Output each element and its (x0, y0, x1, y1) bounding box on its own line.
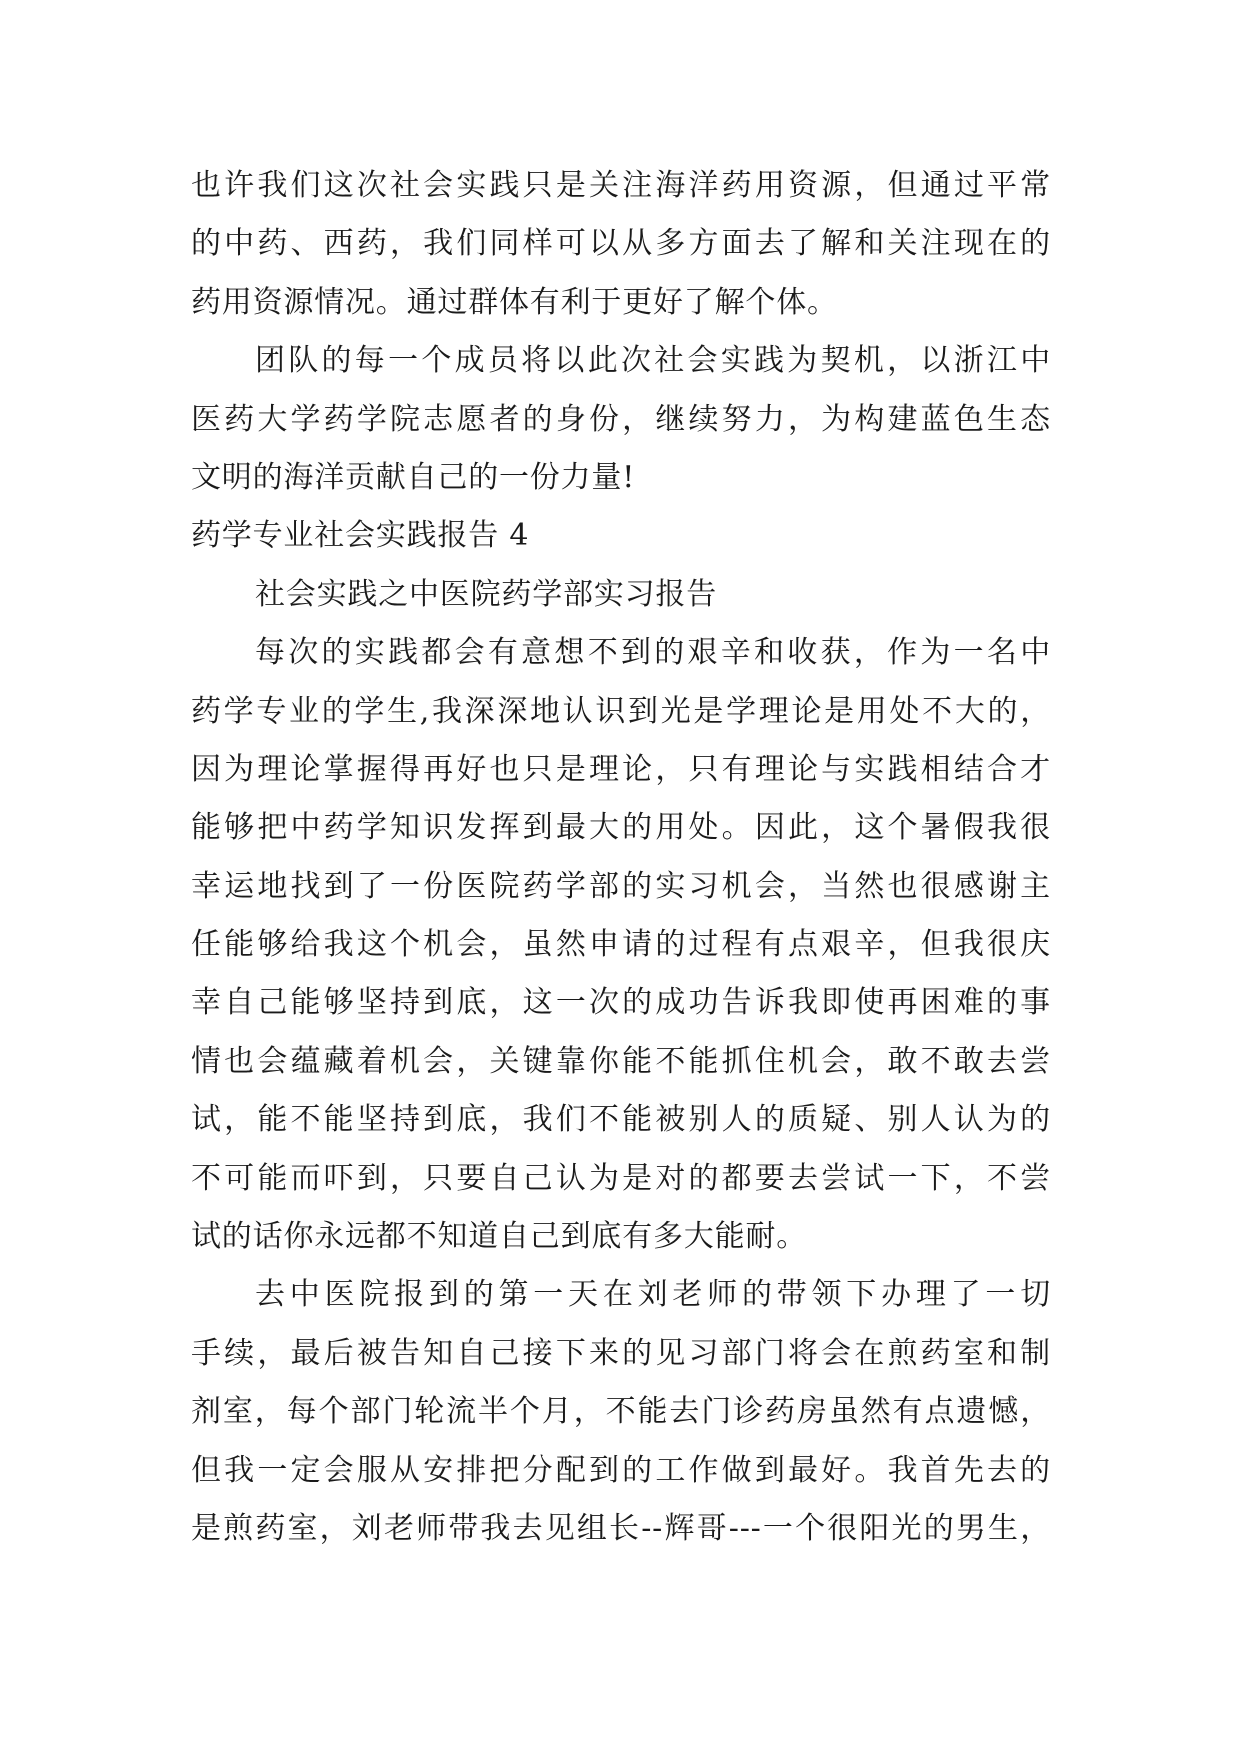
text-line: 团队的每一个成员将以此次社会实践为契机，以浙江中 (255, 343, 1051, 379)
text-line: 任能够给我这个机会，虽然申请的过程有点艰辛，但我很庆 (191, 927, 1051, 963)
text-line: 但我一定会服从安排把分配到的工作做到最好。我首先去的 (191, 1452, 1051, 1488)
text-line: 医药大学药学院志愿者的身份，继续努力，为构建蓝色生态 (191, 401, 1051, 437)
text-line: 因为理论掌握得再好也只是理论，只有理论与实践相结合才 (191, 751, 1051, 787)
text-line: 的中药、西药，我们同样可以从多方面去了解和关注现在的 (191, 226, 1051, 262)
text-line: 幸运地找到了一份医院药学部的实习机会，当然也很感谢主 (191, 868, 1051, 904)
text-line: 每次的实践都会有意想不到的艰辛和收获，作为一名中 (255, 635, 1051, 671)
text-line: 社会实践之中医院药学部实习报告 (255, 576, 717, 612)
text-line: 也许我们这次社会实践只是关注海洋药用资源，但通过平常 (191, 168, 1051, 203)
text-line: 剂室，每个部门轮流半个月，不能去门诊药房虽然有点遗憾， (191, 1394, 1051, 1430)
text-line: 手续，最后被告知自己接下来的见习部门将会在煎药室和制 (191, 1335, 1051, 1371)
text-line: 幸自己能够坚持到底，这一次的成功告诉我即使再困难的事 (191, 985, 1051, 1021)
text-line: 文明的海洋贡献自己的一份力量! (191, 459, 636, 495)
text-line: 试，能不能坚持到底，我们不能被别人的质疑、别人认为的 (191, 1102, 1051, 1138)
document-body (191, 157, 1051, 1558)
text-line: 药学专业社会实践报告 4 (191, 518, 530, 554)
text-line: 去中医院报到的第一天在刘老师的带领下办理了一切 (255, 1277, 1051, 1313)
text-line: 不可能而吓到，只要自己认为是对的都要去尝试一下，不尝 (191, 1160, 1051, 1196)
text-line: 是煎药室，刘老师带我去见组长--辉哥---一个很阳光的男生， (191, 1510, 1051, 1546)
text-line: 药学专业的学生,我深深地认识到光是学理论是用处不大的， (191, 693, 1051, 729)
text-line: 能够把中药学知识发挥到最大的用处。因此，这个暑假我很 (191, 810, 1051, 846)
text-line: 情也会蕴藏着机会，关键靠你能不能抓住机会，敢不敢去尝 (191, 1043, 1051, 1079)
text-line: 药用资源情况。通过群体有利于更好了解个体。 (191, 284, 838, 320)
text-line: 试的话你永远都不知道自己到底有多大能耐。 (191, 1219, 807, 1255)
